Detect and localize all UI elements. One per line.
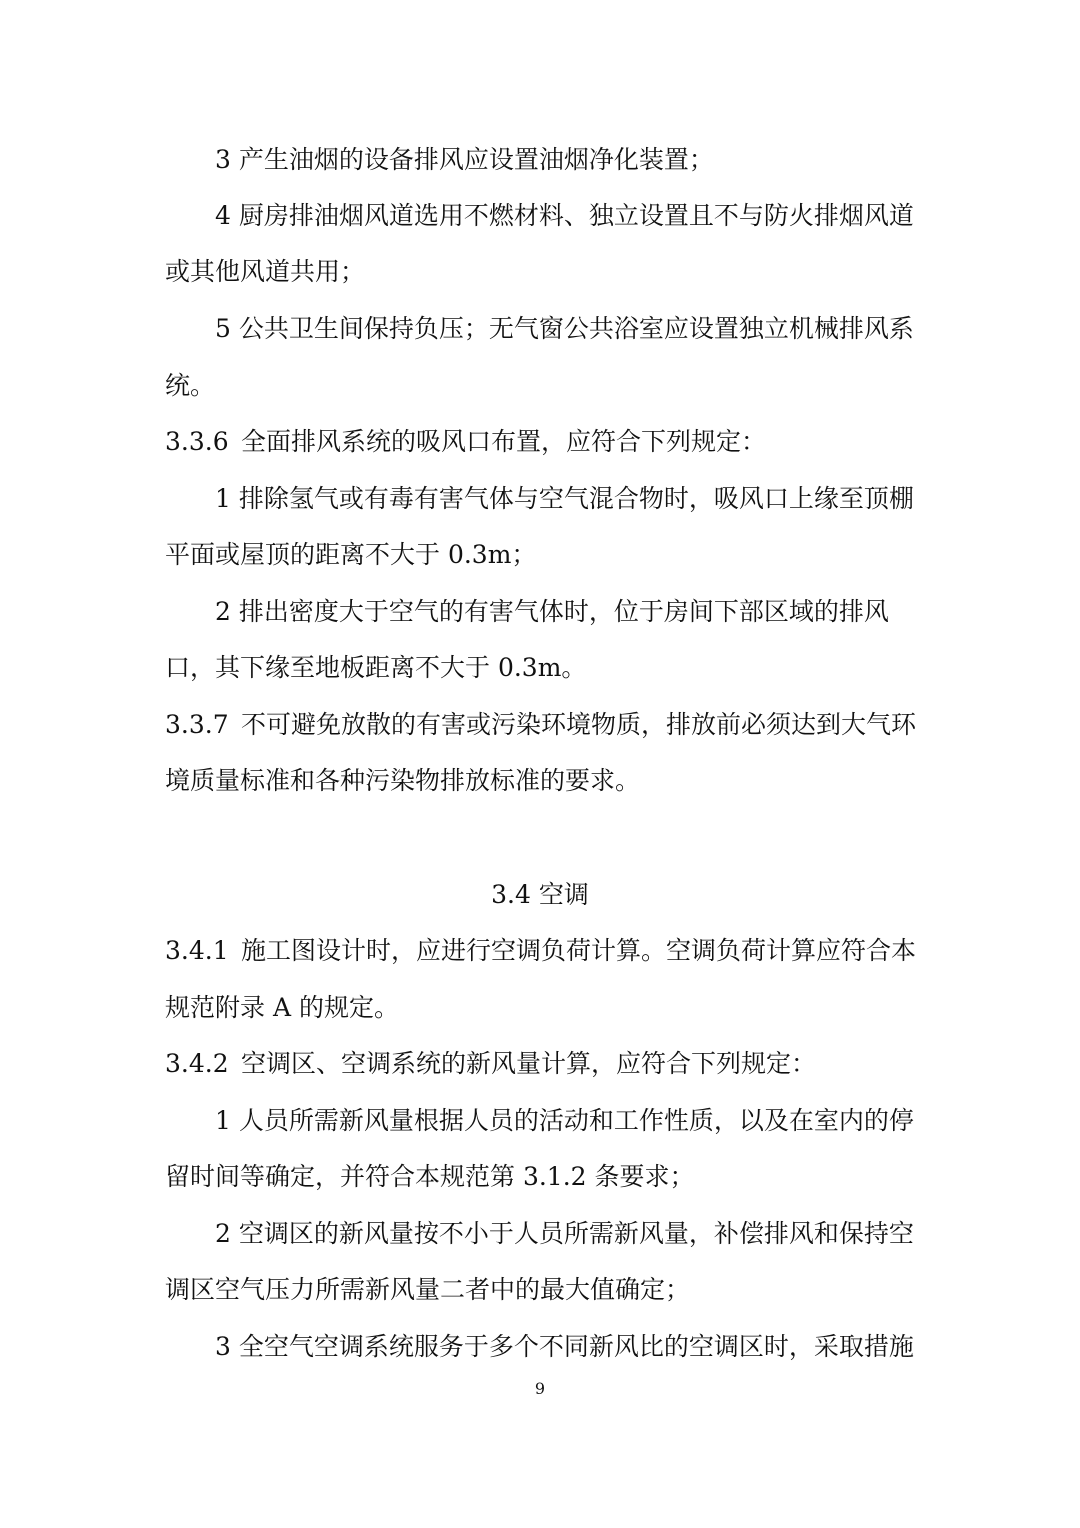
item-5-toilet-cont: 统。 (165, 371, 216, 400)
clause-text: 不可避免放散的有害或污染环境物质，排放前必须达到大气环 (241, 710, 917, 739)
clause-number: 3.3.6 (165, 427, 229, 456)
clause-3-3-6 (165, 426, 766, 458)
clause-3-4-1 (165, 935, 916, 967)
clause-text: 施工图设计时，应进行空调负荷计算。空调负荷计算应符合本 (241, 936, 917, 965)
item-4-kitchen-duct: 4 厨房排油烟风道选用不燃材料、独立设置且不与防火排烟风道 (215, 201, 914, 230)
item-3-all-air-system: 3 全空气空调系统服务于多个不同新风比的空调区时，采取措施 (215, 1332, 914, 1361)
clause-3-4-1-cont: 规范附录 A 的规定。 (165, 993, 399, 1022)
clause-3-3-7-cont: 境质量标准和各种污染物排放标准的要求。 (165, 766, 641, 795)
item-2-fresh-air-volume-cont: 调区空气压力所需新风量二者中的最大值确定； (165, 1275, 691, 1304)
clause-3-3-7 (165, 709, 916, 741)
item-2-fresh-air-volume: 2 空调区的新风量按不小于人员所需新风量，补偿排风和保持空 (215, 1219, 914, 1248)
clause-number: 3.4.2 (165, 1049, 229, 1078)
clause-text: 空调区、空调系统的新风量计算，应符合下列规定： (241, 1049, 817, 1078)
clause-3-4-2 (165, 1048, 816, 1080)
item-5-toilet: 5 公共卫生间保持负压；无气窗公共浴室应设置独立机械排风系 (215, 314, 914, 343)
item-2-dense-gas-cont: 口，其下缘至地板距离不大于 0.3m。 (165, 653, 587, 682)
page-number: 9 (534, 1379, 546, 1398)
item-3-oil-fume: 3 产生油烟的设备排风应设置油烟净化装置； (215, 145, 714, 174)
item-1-fresh-air-cont: 留时间等确定，并符合本规范第 3.1.2 条要求； (165, 1162, 695, 1191)
item-4-kitchen-duct-cont: 或其他风道共用； (165, 257, 366, 286)
item-1-fresh-air: 1 人员所需新风量根据人员的活动和工作性质，以及在室内的停 (215, 1106, 914, 1135)
item-1-hydrogen: 1 排除氢气或有毒有害气体与空气混合物时，吸风口上缘至顶棚 (215, 484, 914, 513)
clause-number: 3.4.1 (165, 936, 229, 965)
clause-text: 全面排风系统的吸风口布置，应符合下列规定： (241, 427, 767, 456)
clause-number: 3.3.7 (165, 710, 229, 739)
section-heading: 3.4 空调 (491, 880, 589, 909)
item-2-dense-gas: 2 排出密度大于空气的有害气体时，位于房间下部区域的排风 (215, 597, 889, 626)
item-1-hydrogen-cont: 平面或屋顶的距离不大于 0.3m； (165, 540, 537, 569)
